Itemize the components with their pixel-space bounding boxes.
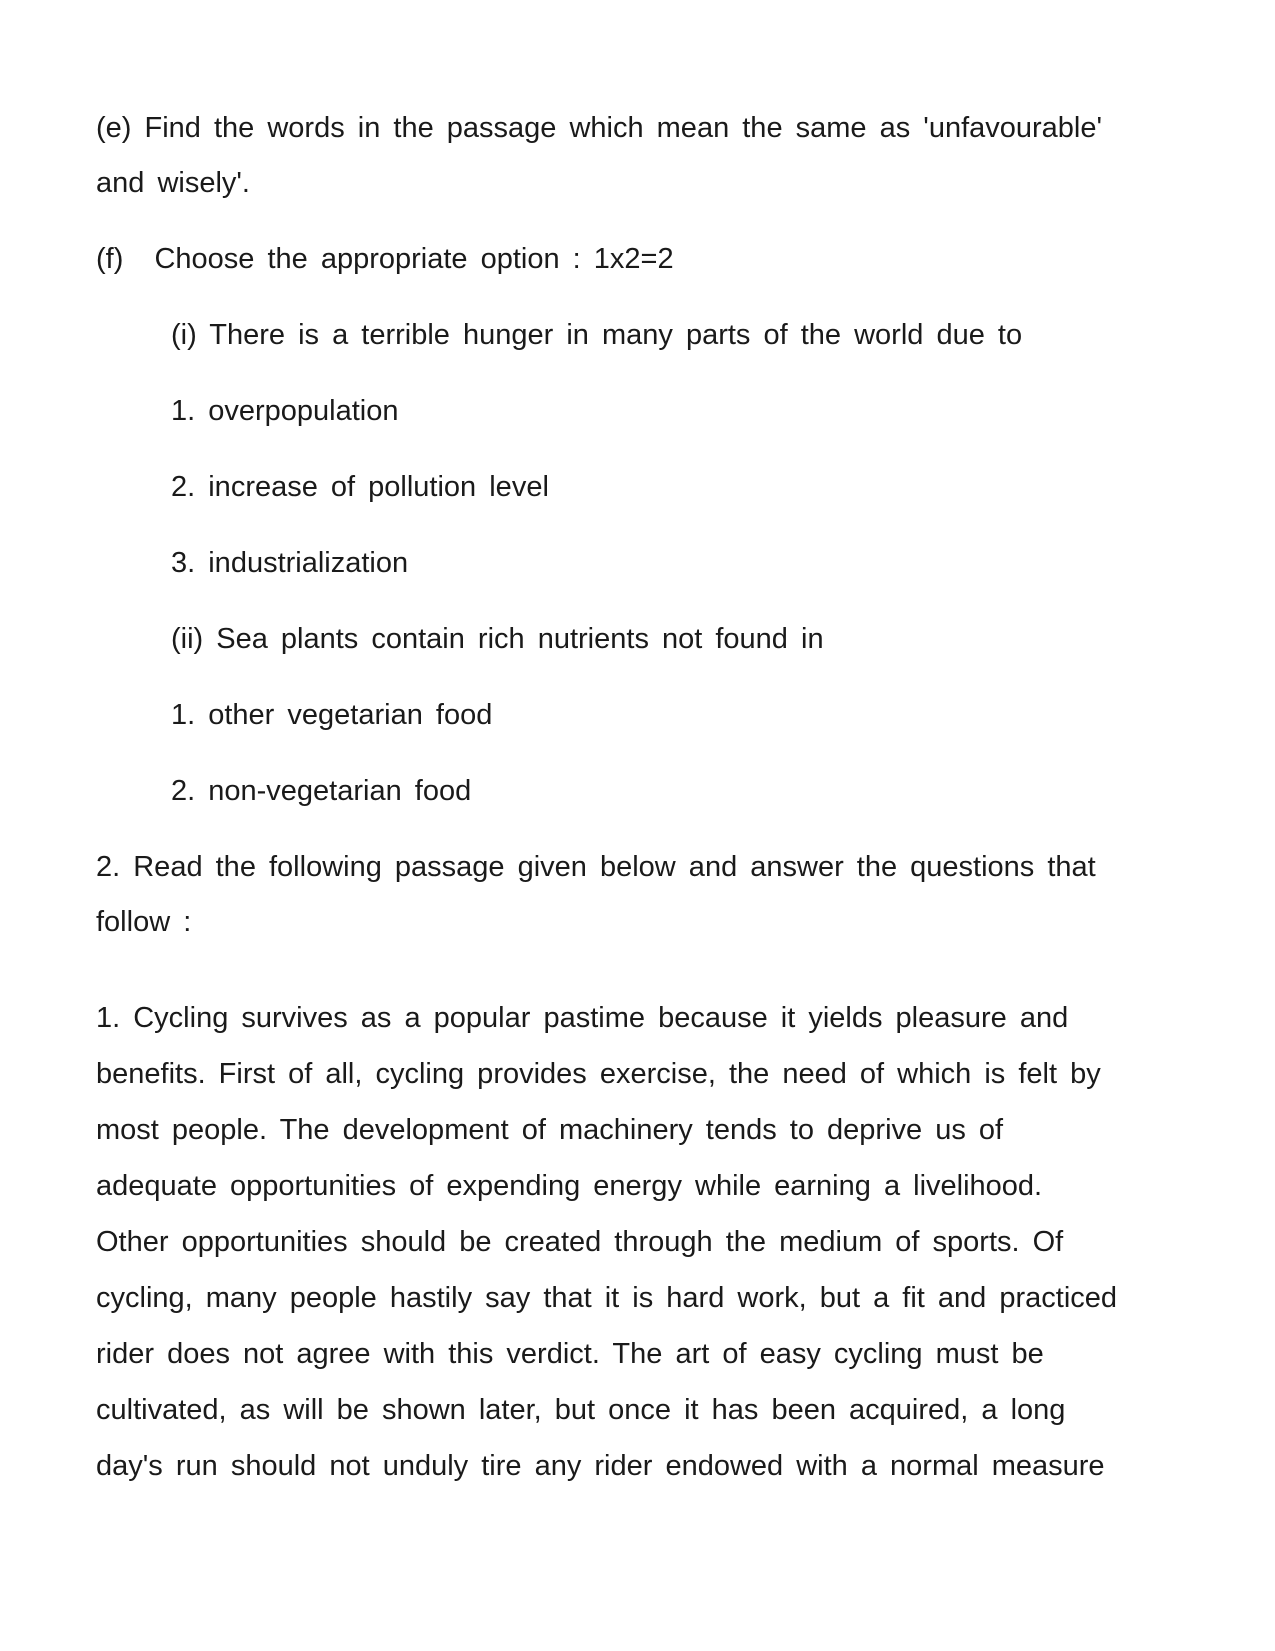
sub-question-i-option-2: 2. increase of pollution level	[171, 471, 549, 503]
sub-question-i-option-3: 3. industrialization	[171, 547, 409, 579]
passage-line: cycling, many people hastily say that it is hard work, but a fit and practiced	[96, 1282, 1118, 1314]
sub-question-ii-option-1: 1. other vegetarian food	[171, 699, 493, 731]
sub-question-i-stem: (i) There is a terrible hunger in many parts of the world due to	[171, 319, 1023, 351]
passage-line: day's run should not unduly tire any rider endowed with a normal measure	[96, 1450, 1105, 1482]
passage-line: 1. Cycling survives as a popular pastime because it yields pleasure and	[96, 1002, 1069, 1034]
question-f-text: Choose the appropriate option : 1x2=2	[154, 243, 674, 275]
question-e-line-2: and wisely'.	[96, 167, 250, 199]
question-2-line-2: follow :	[96, 906, 192, 938]
question-f-label: (f)	[96, 243, 124, 275]
question-2-line-1: 2. Read the following passage given below and answer the questions that	[96, 851, 1096, 883]
passage-line: benefits. First of all, cycling provides exercise, the need of which is felt by	[96, 1058, 1101, 1090]
passage-line: rider does not agree with this verdict. The art of easy cycling must be	[96, 1338, 1044, 1370]
sub-question-ii-option-2: 2. non-vegetarian food	[171, 775, 472, 807]
passage-line: most people. The development of machinery tends to deprive us of	[96, 1114, 1004, 1146]
sub-question-ii-stem: (ii) Sea plants contain rich nutrients not found in	[171, 623, 824, 655]
question-e-line-1: (e) Find the words in the passage which mean the same as 'unfavourable'	[96, 112, 1103, 144]
passage-line: Other opportunities should be created through the medium of sports. Of	[96, 1226, 1064, 1258]
passage-line: adequate opportunities of expending energy while earning a livelihood.	[96, 1170, 1043, 1202]
question-f-heading	[96, 241, 674, 277]
sub-question-i-option-1: 1. overpopulation	[171, 395, 399, 427]
passage-line: cultivated, as will be shown later, but once it has been acquired, a long	[96, 1394, 1066, 1426]
passage	[96, 1000, 1117, 1504]
